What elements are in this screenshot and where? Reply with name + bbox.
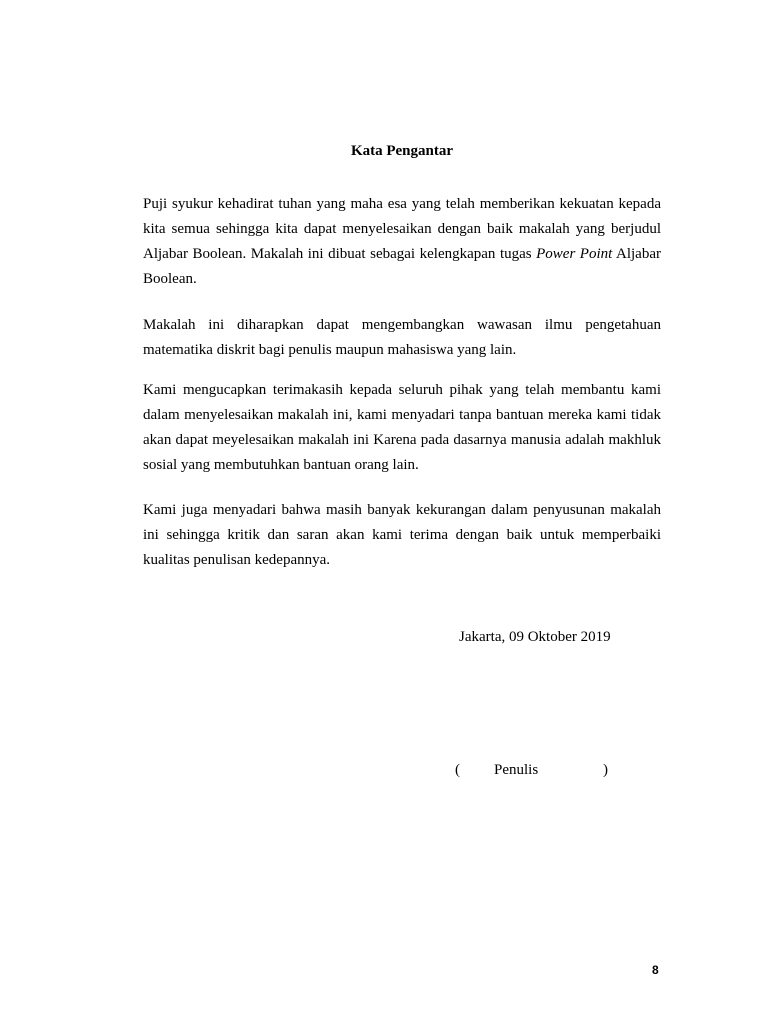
signature-open-paren: ( [455,762,460,778]
signature-close-paren: ) [603,762,608,778]
paragraph-2: Makalah ini diharapkan dapat mengembangkan wawasan ilmu pengetahuan matematika diskrit bagi penulis maupun mahasiswa yang lain. [143,317,661,358]
paragraph-3: Kami mengucapkan terimakasih kepada seluruh pihak yang telah membantu kami dalam menyelesaikan makalah ini, kami menyadari tanpa bantuan mereka kami tidak akan dapat meyelesaikan makalah ini Karena pada dasarnya manusia adalah makhluk sosial yang membutuhkan bantuan orang lain. [143,382,661,473]
paragraph-1 [143,192,661,292]
paragraph-1-text-start: Puji syukur kehadirat tuhan yang maha esa yang telah memberikan kekuatan kepada kita semua sehingga kita dapat menyelesaikan dengan baik makalah yang berjudul Aljabar Boolean. Makalah ini dibuat sebagai kelengkapan tugas [143,196,661,262]
paragraph-4: Kami juga menyadari bahwa masih banyak kekurangan dalam penyusunan makalah ini sehingga kritik dan saran akan kami terima dengan baik untuk memperbaiki kualitas penulisan kedepannya. [143,502,661,568]
paragraph-1-emphasis: Power Point [536,246,613,262]
signature-name: Penulis [494,762,539,778]
paragraph-1-text-end: Aljabar Boolean. [143,246,661,287]
page-number: 8 [652,963,659,977]
place-date: Jakarta, 09 Oktober 2019 [459,629,611,645]
page-title: Kata Pengantar [350,143,454,159]
